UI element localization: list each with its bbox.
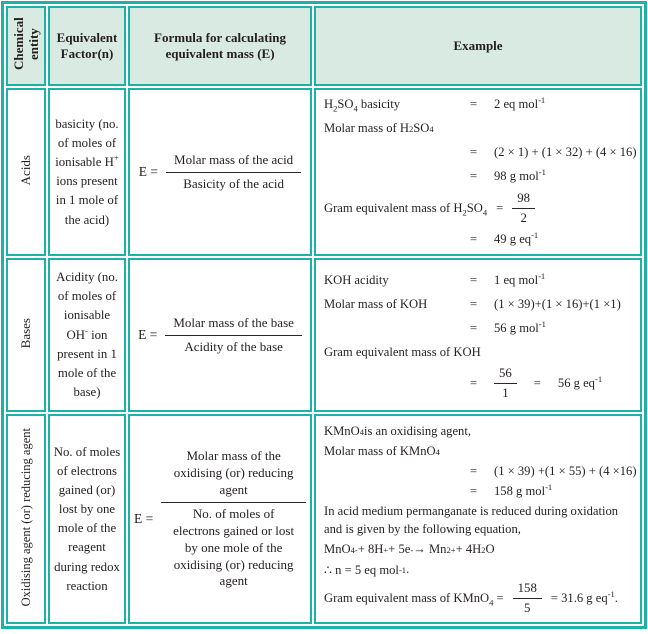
line-value: 56 g mol$^{-1}$ [494,318,546,336]
example-line-fraction [324,580,634,616]
example-line [324,318,634,339]
line-label: KOH acidity [324,273,389,288]
bases-formula [134,315,306,356]
fraction-denominator: 1 [502,385,509,400]
bases-formula-lhs: E = [138,327,158,343]
chemical-equation: MnO 4 - + 8H + + 5e - → Mn 2+ + 4H 2 O [324,542,495,557]
example-line: Molar mass of KMnO 4 [324,444,440,459]
acids-factor-cell: basicity (no. of moles of ionisable H+ ions present in 1 mole of the acid) [48,88,126,256]
oxred-formula-cell [128,414,312,624]
value-fraction [512,191,535,225]
table-header-row [6,6,642,86]
fraction-denominator: Basicity of the acid [183,175,284,191]
example-line: Gram equivalent mass of KOH [324,345,481,360]
line-label: Gram equivalent mass of $H_2SO_4$ [324,200,488,218]
fraction-numerator: 98 [512,191,535,209]
equals-sign: = [470,297,478,312]
fraction-denominator: 5 [524,600,531,615]
fraction-numerator: Molar mass of the acid [166,152,301,173]
line-value: 1 eq mol$^{-1}$ [494,270,546,288]
header-example: Example [314,6,642,86]
equals-sign: = [470,484,478,499]
oxred-factor-cell: No. of moles of electrons gained (or) lost by one mole of the reagent during redox reaction [48,414,126,624]
bases-factor-cell: Acidity (no. of moles of ionisable OH- ion present in 1 mole of the base) [48,258,126,412]
example-line [324,462,637,481]
line-label: Gram equivalent mass of KMnO$_4$ = [324,590,504,608]
oxred-example-cell [314,414,642,624]
header-equivalent-factor: Equivalent Factor(n) [48,6,126,86]
equals-sign: = [470,97,478,112]
example-line [324,482,634,501]
oxred-formula-fraction [161,448,306,590]
equals-sign: = [470,273,478,288]
example-line [324,94,634,115]
line-result: = 31.6 g $eq^{-1}$. [550,588,618,605]
example-line [324,166,634,187]
example-line-fraction [324,366,634,400]
bases-example-cell [314,258,642,412]
bases-formula-cell [128,258,312,412]
example-line: ∴ n = 5 eq mol -1 . [324,562,410,577]
line-value: 2 eq mol$^{-1}$ [494,95,546,112]
line-value: (1 × 39)+(1 × 16)+(1 ×1) [494,297,621,312]
header-chemical-entity-label: Chemical entity [11,17,41,71]
line-value: 158 g mol$^{-1}$ [494,481,553,499]
header-formula: Formula for calculating equivalent mass (E) [128,6,312,86]
line-label: $H_2SO_4$ basicity [324,97,401,114]
fraction-numerator: Molar mass of the base [165,315,302,336]
example-line: Molar mass of H 2 SO 4 [324,121,434,136]
oxred-formula [134,448,306,590]
row-acids [6,88,642,256]
bases-example [324,264,634,406]
row-bases [6,258,642,412]
example-paragraph: In acid medium permanganate is reduced during oxidation and is given by the following equation, [324,504,619,536]
equals-sign: = [470,464,478,479]
example-line [324,142,637,163]
bases-entity-cell [6,258,46,412]
fraction-denominator: No. of moles of electrons gained or lost by one mole of the oxidising (or) reducing agent [173,505,295,589]
acids-formula-lhs: E = [138,164,159,180]
equals-sign: = [470,169,478,184]
oxred-entity-cell [6,414,46,624]
equals-sign: = [470,321,478,336]
oxred-formula-lhs: E = [134,511,154,527]
fraction-denominator: 2 [520,210,527,225]
oxred-example [324,420,637,618]
example-line-fraction [324,190,634,226]
value-fraction [494,366,517,400]
acids-formula-fraction [166,152,301,193]
equals-sign: = [470,145,478,160]
oxred-label: Oxidising agent (or) reducing agent [18,427,33,606]
example-line [324,270,634,291]
bases-label: Bases [18,317,33,348]
line-label: Molar mass of KOH [324,297,428,312]
line-value: (1 × 39) +(1 × 55) + (4 ×16) [494,464,637,479]
line-value: 49 g $eq^{-1}$ [494,230,539,247]
row-oxidising-reducing-agent [6,414,642,624]
line-value [494,366,634,400]
equals-sign: = [496,200,504,215]
fraction-denominator: Acidity of the base [184,338,283,354]
acids-example-cell [314,88,642,256]
header-chemical-entity [6,6,46,86]
equals-sign: = [470,232,478,247]
line-value: 98 g mol$^{-1}$ [494,167,546,184]
line-result: 56 g $eq^{-1}$ [557,373,603,390]
acids-example [324,94,637,250]
equals-sign: = [470,375,478,390]
bases-formula-fraction [165,315,302,356]
example-line: KMnO 4 is an oxidising agent, [324,424,472,439]
acids-entity-cell [6,88,46,256]
acids-formula [134,152,306,193]
fraction-numerator: 158 [513,581,542,599]
fraction-numerator: Molar mass of the oxidising (or) reducing agent [161,448,306,503]
acids-formula-cell [128,88,312,256]
equals-sign: = [533,375,541,390]
value-fraction [513,581,542,615]
example-line [324,294,634,315]
fraction-numerator: 56 [494,366,517,384]
example-line [324,229,634,250]
equivalent-mass-table [1,1,647,629]
line-value: (2 × 1) + (1 × 32) + (4 × 16) [494,145,637,160]
acids-label: Acids [18,154,33,185]
